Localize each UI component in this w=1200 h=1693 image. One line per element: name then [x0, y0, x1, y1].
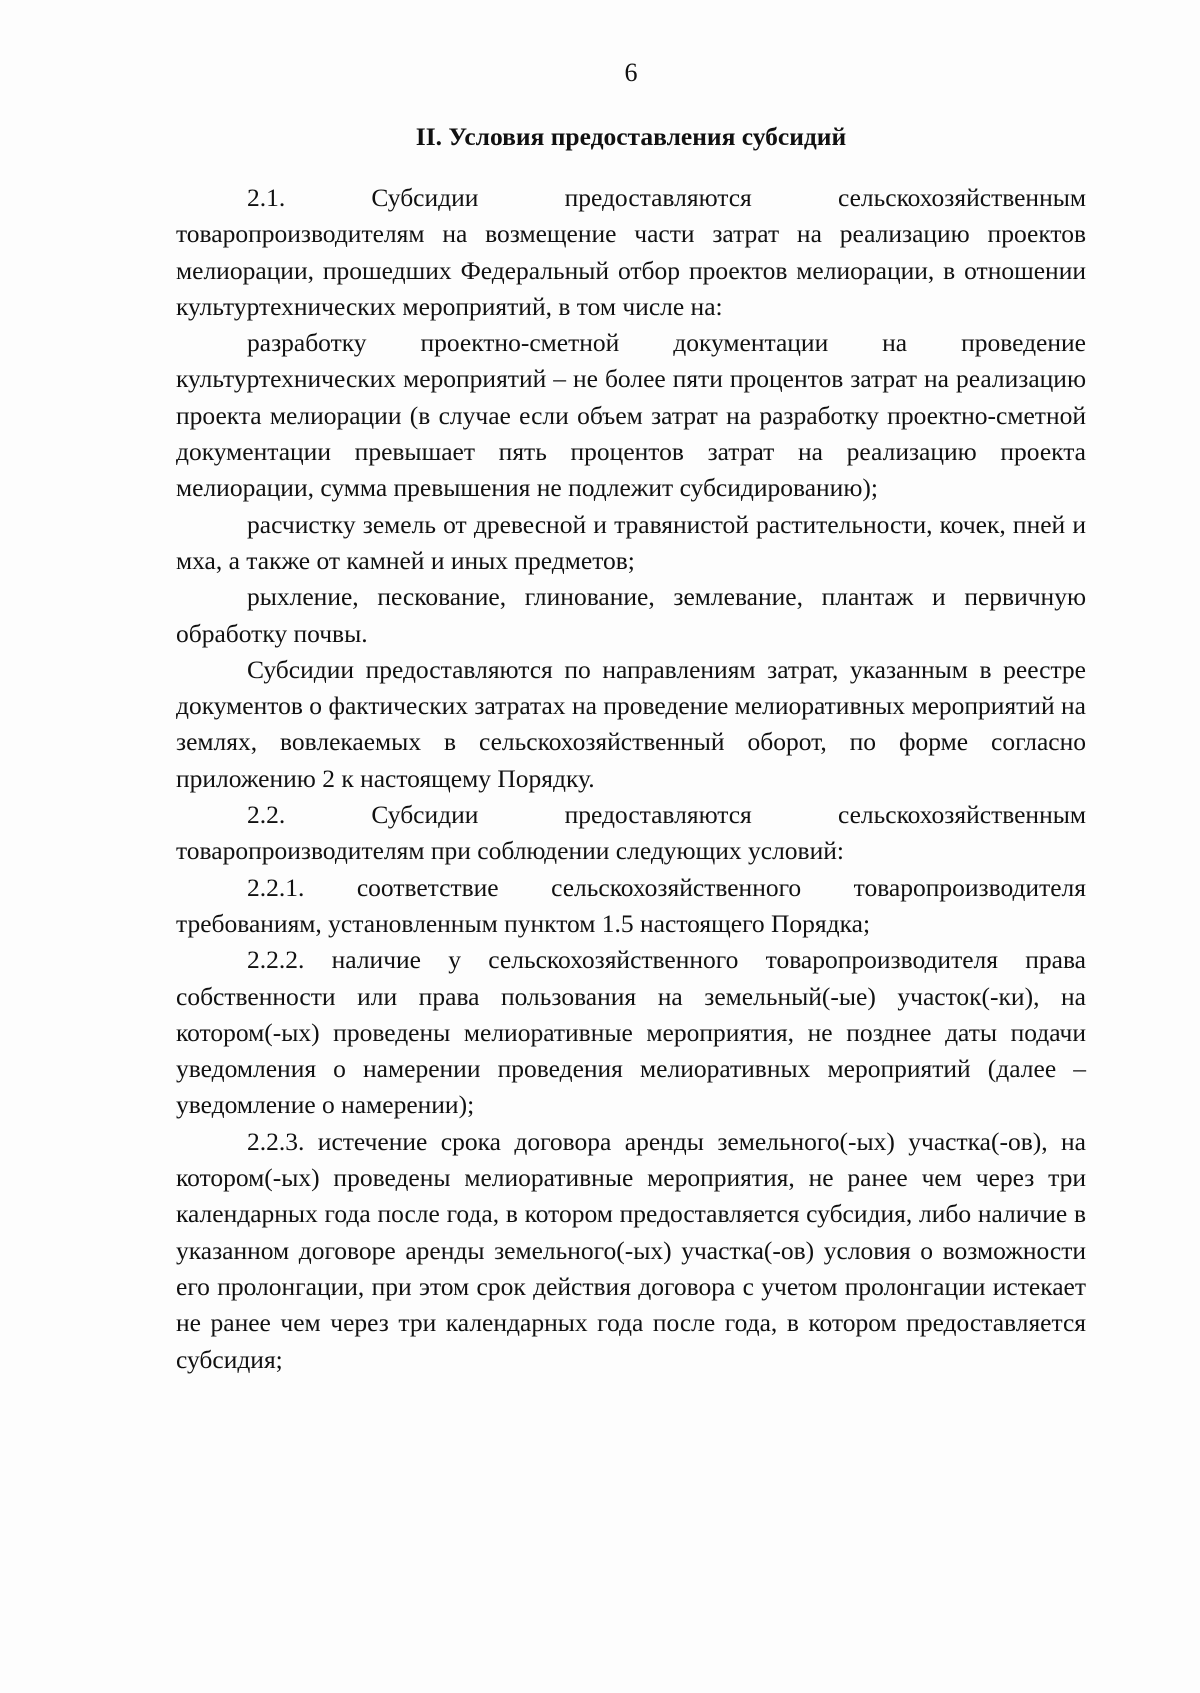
section-title: II. Условия предоставления субсидий	[415, 122, 847, 151]
paragraph-2-2-3: 2.2.3. истечение срока договора аренды земельного(-ых) участка(-ов), на котором(-ых) проведены мелиоративные мероприятия, не ранее чем через три календарных года после года, в котором предоставляется субсидия, либо наличие в указанном договоре аренды земельного(-ых) участка(-ов) условия о возможности его пролонгации, при этом срок действия договора с учетом пролонгации истекает не ранее чем через три календарных года после года, в котором предоставляется субсидия;	[176, 1126, 1086, 1374]
paragraph-soil-treatment: рыхление, пескование, глинование, землевание, плантаж и первичную обработку почвы.	[176, 582, 1086, 648]
paragraph-2-2: 2.2. Субсидии предоставляются сельскохозяйственным товаропроизводителям при соблюдении следующих условий:	[176, 800, 1086, 866]
page-number: 6	[624, 58, 638, 87]
paragraph-design-docs: разработку проектно-сметной документации на проведение культуртехнических мероприятий – не более пяти процентов затрат на реализацию проекта мелиорации (в случае если объем затрат на разработку проектно-сметной документации превышает пять процентов затрат на реализацию проекта мелиорации, сумма превышения не подлежит субсидированию);	[176, 328, 1086, 503]
document-body	[176, 180, 1086, 1378]
paragraph-2-2-2: 2.2.2. наличие у сельскохозяйственного товаропроизводителя права собственности или права пользования на земельный(-ые) участок(-ки), на котором(-ых) проведены мелиоративные мероприятия, не позднее даты подачи уведомления о намерении проведения мелиоративных мероприятий (далее – уведомление о намерении);	[176, 945, 1086, 1120]
paragraph-cost-directions: Субсидии предоставляются по направлениям затрат, указанным в реестре документов о фактических затратах на проведение мелиоративных мероприятий на землях, вовлекаемых в сельскохозяйственный оборот, по форме согласно приложению 2 к настоящему Порядку.	[176, 654, 1086, 793]
paragraph-land-clearing: расчистку земель от древесной и травянистой растительности, кочек, пней и мха, а также от камней и иных предметов;	[176, 509, 1086, 575]
paragraph-2-2-1: 2.2.1. соответствие сельскохозяйственного товаропроизводителя требованиям, установленным пунктом 1.5 настоящего Порядка;	[176, 872, 1086, 938]
paragraph-2-1: 2.1. Субсидии предоставляются сельскохозяйственным товаропроизводителям на возмещение части затрат на реализацию проектов мелиорации, прошедших Федеральный отбор проектов мелиорации, в отношении культуртехнических мероприятий, в том числе на:	[176, 183, 1086, 321]
